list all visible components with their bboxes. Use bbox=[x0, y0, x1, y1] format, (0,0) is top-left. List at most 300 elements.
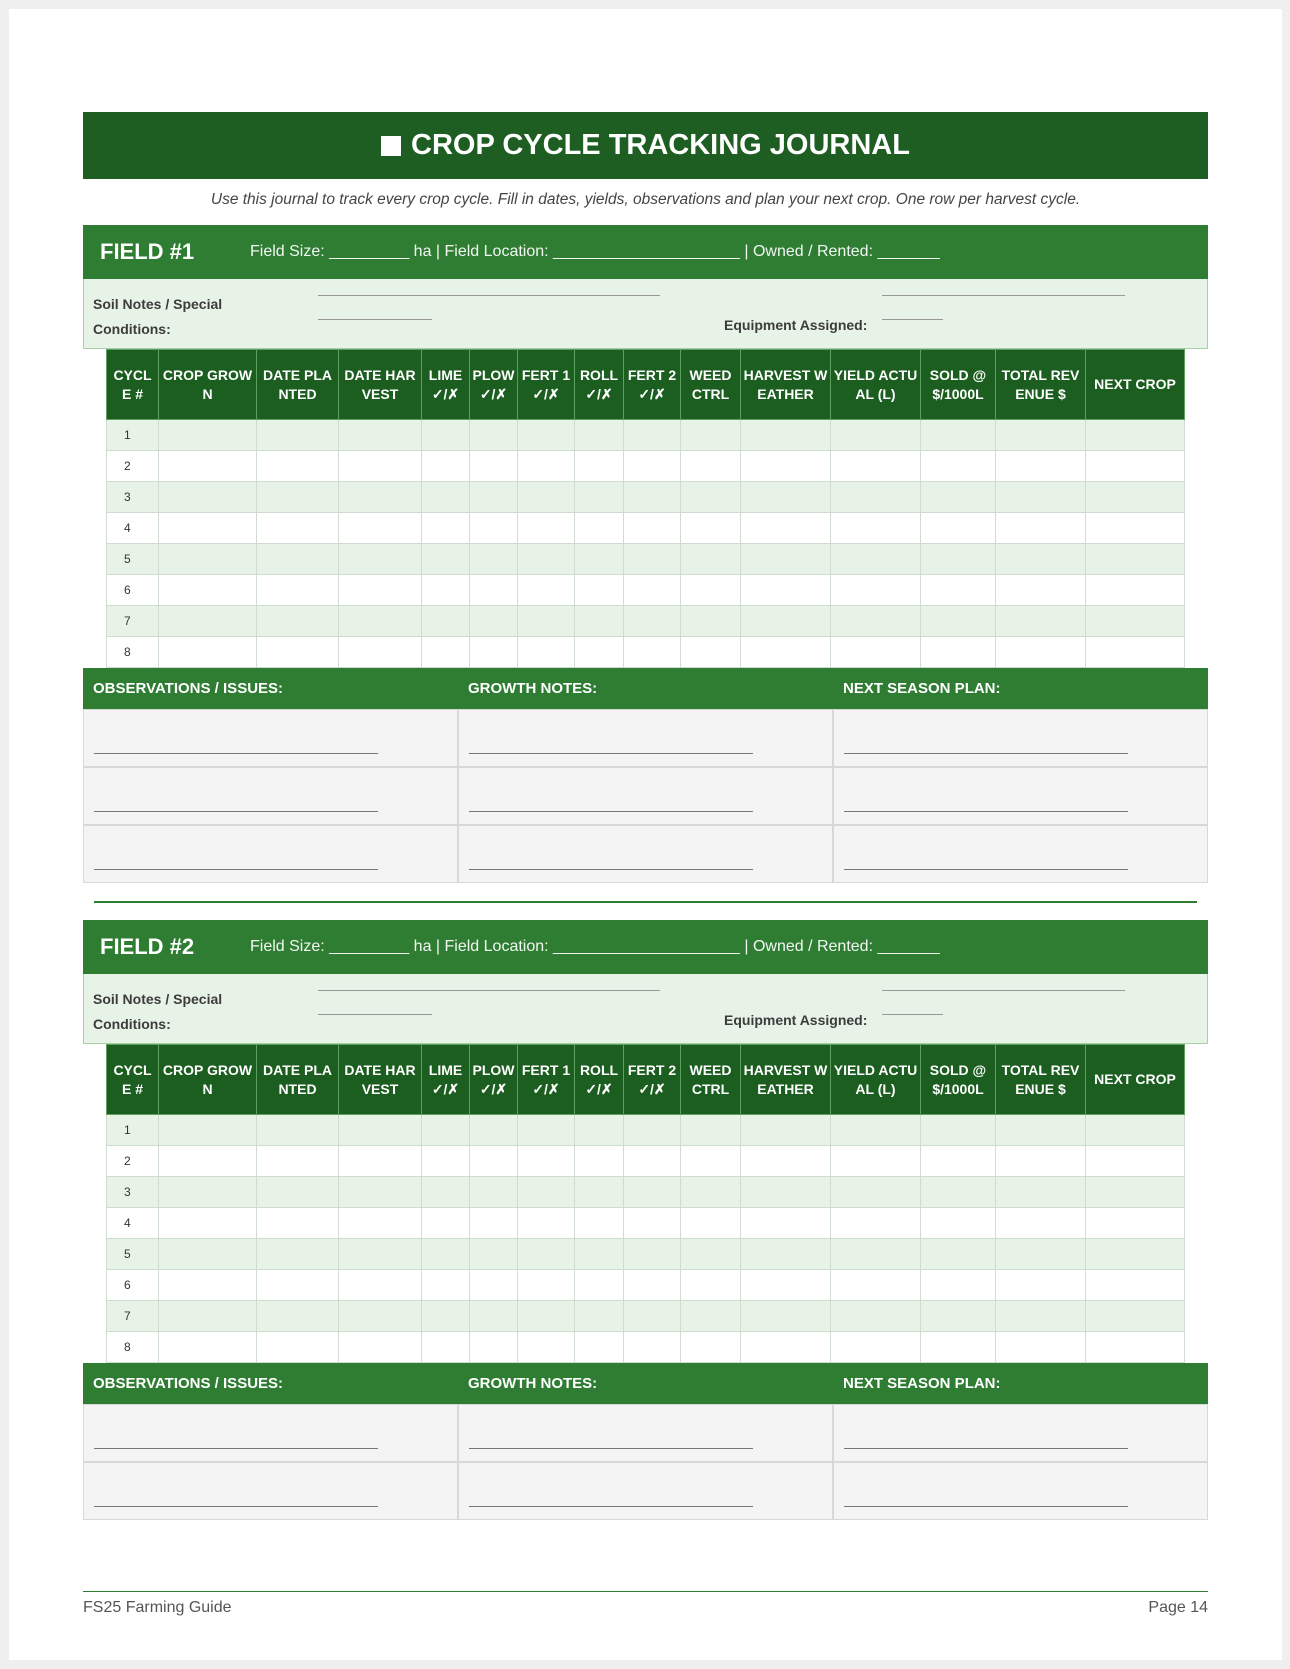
table-cell[interactable] bbox=[996, 420, 1086, 451]
table-cell[interactable] bbox=[518, 1239, 575, 1270]
column-header: HARVEST WEATHER bbox=[741, 1045, 831, 1115]
table-cell[interactable] bbox=[624, 637, 681, 668]
next-season-cell[interactable] bbox=[833, 709, 1208, 767]
soil-notes-label: Soil Notes / Special Conditions: bbox=[93, 296, 223, 337]
table-cell[interactable] bbox=[575, 1115, 624, 1146]
column-header: TOTAL REVENUE $ bbox=[996, 1045, 1086, 1115]
table-cell[interactable] bbox=[624, 482, 681, 513]
subtitle: Use this journal to track every crop cycle. Fill in dates, yields, observations and plan your next crop. One row per harvest cycle. bbox=[210, 191, 1081, 208]
table-cell[interactable] bbox=[681, 1146, 741, 1177]
growth-notes-cell[interactable] bbox=[458, 825, 833, 883]
table-cell[interactable] bbox=[575, 544, 624, 575]
table-cell[interactable] bbox=[422, 1270, 470, 1301]
column-header: YIELD ACTUAL (L) bbox=[831, 1045, 921, 1115]
table-cell[interactable] bbox=[159, 482, 257, 513]
column-header: NEXT CROP bbox=[1086, 1045, 1185, 1115]
table-cell[interactable] bbox=[575, 1332, 624, 1363]
table-cell[interactable] bbox=[159, 1239, 257, 1270]
table-cell[interactable] bbox=[921, 513, 996, 544]
table-cell[interactable] bbox=[470, 575, 518, 606]
table-cell[interactable] bbox=[681, 1332, 741, 1363]
table-cell[interactable] bbox=[339, 544, 422, 575]
table-cell[interactable] bbox=[159, 513, 257, 544]
cycle-number: 8 bbox=[107, 1332, 159, 1363]
table-cell[interactable] bbox=[257, 1177, 339, 1208]
table-cell[interactable] bbox=[1086, 1301, 1185, 1332]
table-cell[interactable] bbox=[518, 451, 575, 482]
table-cell[interactable] bbox=[921, 1270, 996, 1301]
table-cell[interactable] bbox=[470, 1301, 518, 1332]
table-cell[interactable] bbox=[339, 637, 422, 668]
table-cell[interactable] bbox=[422, 420, 470, 451]
table-cell[interactable] bbox=[1086, 637, 1185, 668]
table-cell[interactable] bbox=[996, 1332, 1086, 1363]
crop-cycle-table bbox=[106, 1044, 1185, 1363]
table-cell[interactable] bbox=[741, 513, 831, 544]
observations-cell[interactable] bbox=[83, 709, 458, 767]
observations-cell[interactable] bbox=[83, 825, 458, 883]
soil-notes-line[interactable] bbox=[318, 990, 660, 991]
table-cell[interactable] bbox=[470, 1239, 518, 1270]
table-cell[interactable] bbox=[996, 606, 1086, 637]
table-cell[interactable] bbox=[470, 637, 518, 668]
table-cell[interactable] bbox=[339, 420, 422, 451]
table-cell[interactable] bbox=[741, 1301, 831, 1332]
table-cell[interactable] bbox=[921, 1332, 996, 1363]
table-cell[interactable] bbox=[159, 1332, 257, 1363]
column-header: FERT 1 ✓/✗ bbox=[518, 1045, 575, 1115]
column-header: HARVEST WEATHER bbox=[741, 350, 831, 420]
table-cell[interactable] bbox=[339, 482, 422, 513]
table-cell[interactable] bbox=[575, 1146, 624, 1177]
column-header: DATE HARVEST bbox=[339, 350, 422, 420]
notes-row bbox=[83, 709, 1208, 767]
table-cell[interactable] bbox=[575, 513, 624, 544]
table-cell[interactable] bbox=[831, 1332, 921, 1363]
table-cell[interactable] bbox=[159, 637, 257, 668]
growth-notes-label: GROWTH NOTES: bbox=[468, 1375, 598, 1392]
table-cell[interactable] bbox=[741, 1208, 831, 1239]
field-title: FIELD #2 bbox=[100, 934, 195, 959]
table-cell[interactable] bbox=[422, 1301, 470, 1332]
conditions-line[interactable] bbox=[318, 1014, 432, 1015]
table-cell[interactable] bbox=[422, 575, 470, 606]
table-cell[interactable] bbox=[575, 451, 624, 482]
table-cell[interactable] bbox=[159, 1301, 257, 1332]
table-cell[interactable] bbox=[681, 420, 741, 451]
table-cell[interactable] bbox=[741, 1270, 831, 1301]
table-cell[interactable] bbox=[624, 1270, 681, 1301]
field-info: Field Size: _________ ha | Field Location: _____________________ | Owned / Rented: _______ bbox=[250, 938, 940, 955]
table-cell[interactable] bbox=[518, 1270, 575, 1301]
observations-cell[interactable] bbox=[83, 1462, 458, 1520]
table-cell[interactable] bbox=[681, 1239, 741, 1270]
table-cell[interactable] bbox=[159, 420, 257, 451]
table-cell[interactable] bbox=[741, 575, 831, 606]
table-cell[interactable] bbox=[996, 544, 1086, 575]
table-cell[interactable] bbox=[831, 513, 921, 544]
cycle-number: 4 bbox=[107, 1208, 159, 1239]
table-cell[interactable] bbox=[470, 1115, 518, 1146]
table-cell[interactable] bbox=[831, 420, 921, 451]
table-cell[interactable] bbox=[681, 482, 741, 513]
table-cell[interactable] bbox=[159, 451, 257, 482]
table-cell[interactable] bbox=[921, 451, 996, 482]
table-row bbox=[107, 482, 1185, 513]
table-cell[interactable] bbox=[996, 1177, 1086, 1208]
table-cell[interactable] bbox=[159, 1177, 257, 1208]
table-cell[interactable] bbox=[681, 1301, 741, 1332]
table-cell[interactable] bbox=[681, 637, 741, 668]
growth-notes-cell[interactable] bbox=[458, 709, 833, 767]
equipment-label: Equipment Assigned: bbox=[724, 1012, 868, 1028]
next-season-cell[interactable] bbox=[833, 1404, 1208, 1462]
table-cell[interactable] bbox=[831, 637, 921, 668]
next-season-cell[interactable] bbox=[833, 767, 1208, 825]
table-cell[interactable] bbox=[996, 1208, 1086, 1239]
table-cell[interactable] bbox=[575, 1270, 624, 1301]
table-cell[interactable] bbox=[518, 606, 575, 637]
notes-header bbox=[83, 668, 1208, 709]
table-cell[interactable] bbox=[257, 513, 339, 544]
table-cell[interactable] bbox=[257, 637, 339, 668]
table-cell[interactable] bbox=[159, 1146, 257, 1177]
table-row bbox=[107, 513, 1185, 544]
page-title: CROP CYCLE TRACKING JOURNAL bbox=[411, 129, 910, 161]
table-cell[interactable] bbox=[518, 1301, 575, 1332]
table-cell[interactable] bbox=[831, 544, 921, 575]
table-cell[interactable] bbox=[470, 606, 518, 637]
table-cell[interactable] bbox=[624, 1115, 681, 1146]
table-cell[interactable] bbox=[470, 1208, 518, 1239]
observations-cell[interactable] bbox=[83, 1404, 458, 1462]
table-cell[interactable] bbox=[257, 420, 339, 451]
table-cell[interactable] bbox=[518, 575, 575, 606]
table-cell[interactable] bbox=[996, 637, 1086, 668]
table-cell[interactable] bbox=[624, 420, 681, 451]
table-cell[interactable] bbox=[624, 1332, 681, 1363]
table-cell[interactable] bbox=[681, 544, 741, 575]
cycle-number: 1 bbox=[107, 420, 159, 451]
table-cell[interactable] bbox=[741, 1239, 831, 1270]
column-header: DATE PLANTED bbox=[257, 1045, 339, 1115]
table-cell[interactable] bbox=[831, 1239, 921, 1270]
table-cell[interactable] bbox=[257, 544, 339, 575]
table-cell[interactable] bbox=[921, 1146, 996, 1177]
table-cell[interactable] bbox=[741, 420, 831, 451]
table-cell[interactable] bbox=[681, 513, 741, 544]
table-cell[interactable] bbox=[624, 1177, 681, 1208]
table-cell[interactable] bbox=[518, 420, 575, 451]
table-cell[interactable] bbox=[257, 1115, 339, 1146]
table-cell[interactable] bbox=[921, 482, 996, 513]
table-cell[interactable] bbox=[339, 513, 422, 544]
table-cell[interactable] bbox=[624, 1239, 681, 1270]
table-cell[interactable] bbox=[470, 1146, 518, 1177]
table-cell[interactable] bbox=[339, 1177, 422, 1208]
column-header: WEED CTRL bbox=[681, 350, 741, 420]
table-cell[interactable] bbox=[339, 1270, 422, 1301]
table-cell[interactable] bbox=[921, 1177, 996, 1208]
soil-notes-line[interactable] bbox=[318, 295, 660, 296]
table-cell[interactable] bbox=[921, 420, 996, 451]
table-cell[interactable] bbox=[681, 1115, 741, 1146]
table-cell[interactable] bbox=[422, 1332, 470, 1363]
table-cell[interactable] bbox=[741, 606, 831, 637]
table-cell[interactable] bbox=[921, 544, 996, 575]
table-cell[interactable] bbox=[422, 637, 470, 668]
table-cell[interactable] bbox=[422, 513, 470, 544]
table-cell[interactable] bbox=[422, 1115, 470, 1146]
table-cell[interactable] bbox=[681, 575, 741, 606]
table-cell[interactable] bbox=[831, 1301, 921, 1332]
observations-cell[interactable] bbox=[83, 767, 458, 825]
table-row bbox=[107, 544, 1185, 575]
growth-notes-cell[interactable] bbox=[458, 1462, 833, 1520]
table-cell[interactable] bbox=[422, 1208, 470, 1239]
table-cell[interactable] bbox=[681, 1208, 741, 1239]
table-cell[interactable] bbox=[741, 637, 831, 668]
table-cell[interactable] bbox=[257, 451, 339, 482]
field-block-2 bbox=[83, 920, 1208, 1520]
table-cell[interactable] bbox=[339, 1239, 422, 1270]
table-cell[interactable] bbox=[921, 606, 996, 637]
table-cell[interactable] bbox=[681, 606, 741, 637]
table-cell[interactable] bbox=[339, 1332, 422, 1363]
equipment-label: Equipment Assigned: bbox=[724, 317, 868, 333]
table-cell[interactable] bbox=[470, 1270, 518, 1301]
footer-rule bbox=[83, 1591, 1208, 1592]
table-cell[interactable] bbox=[1086, 1270, 1185, 1301]
cycle-number: 2 bbox=[107, 451, 159, 482]
table-cell[interactable] bbox=[624, 606, 681, 637]
table-cell[interactable] bbox=[159, 606, 257, 637]
table-row bbox=[107, 1115, 1185, 1146]
table-cell[interactable] bbox=[257, 1301, 339, 1332]
table-cell[interactable] bbox=[996, 1270, 1086, 1301]
table-cell[interactable] bbox=[422, 1239, 470, 1270]
cycle-number: 1 bbox=[107, 1115, 159, 1146]
table-cell[interactable] bbox=[1086, 544, 1185, 575]
table-cell[interactable] bbox=[1086, 575, 1185, 606]
crop-cycle-table bbox=[106, 349, 1185, 668]
table-cell[interactable] bbox=[831, 1270, 921, 1301]
table-cell[interactable] bbox=[339, 606, 422, 637]
content bbox=[83, 112, 1208, 1520]
table-cell[interactable] bbox=[518, 513, 575, 544]
table-cell[interactable] bbox=[575, 1208, 624, 1239]
table-cell[interactable] bbox=[518, 1146, 575, 1177]
table-cell[interactable] bbox=[741, 1146, 831, 1177]
soil-notes-label: Soil Notes / Special Conditions: bbox=[93, 991, 223, 1032]
table-cell[interactable] bbox=[741, 1115, 831, 1146]
table-cell[interactable] bbox=[339, 1208, 422, 1239]
next-season-cell[interactable] bbox=[833, 1462, 1208, 1520]
table-cell[interactable] bbox=[1086, 1115, 1185, 1146]
table-cell[interactable] bbox=[470, 544, 518, 575]
table-cell[interactable] bbox=[996, 1239, 1086, 1270]
table-cell[interactable] bbox=[257, 1270, 339, 1301]
table-cell[interactable] bbox=[996, 1146, 1086, 1177]
table-cell[interactable] bbox=[1086, 1239, 1185, 1270]
equipment-line-2[interactable] bbox=[882, 1014, 943, 1015]
table-cell[interactable] bbox=[921, 1301, 996, 1332]
table-cell[interactable] bbox=[831, 451, 921, 482]
growth-notes-cell[interactable] bbox=[458, 1404, 833, 1462]
table-cell[interactable] bbox=[624, 451, 681, 482]
table-cell[interactable] bbox=[518, 637, 575, 668]
table-cell[interactable] bbox=[518, 1177, 575, 1208]
table-cell[interactable] bbox=[339, 1301, 422, 1332]
table-cell[interactable] bbox=[159, 575, 257, 606]
table-cell[interactable] bbox=[681, 1270, 741, 1301]
table-cell[interactable] bbox=[470, 1177, 518, 1208]
column-header: CROP GROWN bbox=[159, 1045, 257, 1115]
table-cell[interactable] bbox=[624, 1208, 681, 1239]
table-cell[interactable] bbox=[422, 606, 470, 637]
soil-notes-area bbox=[83, 974, 1208, 1044]
column-header: CYCLE # bbox=[107, 350, 159, 420]
table-cell[interactable] bbox=[624, 575, 681, 606]
table-cell[interactable] bbox=[1086, 482, 1185, 513]
table-cell[interactable] bbox=[681, 1177, 741, 1208]
equipment-line-1[interactable] bbox=[882, 990, 1125, 991]
table-cell[interactable] bbox=[470, 513, 518, 544]
table-cell[interactable] bbox=[1086, 1177, 1185, 1208]
table-row bbox=[107, 1301, 1185, 1332]
table-cell[interactable] bbox=[518, 1208, 575, 1239]
table-cell[interactable] bbox=[422, 1177, 470, 1208]
cycle-number: 5 bbox=[107, 1239, 159, 1270]
table-cell[interactable] bbox=[159, 1115, 257, 1146]
column-header: NEXT CROP bbox=[1086, 350, 1185, 420]
column-header: DATE PLANTED bbox=[257, 350, 339, 420]
conditions-line[interactable] bbox=[318, 319, 432, 320]
table-cell[interactable] bbox=[624, 1146, 681, 1177]
growth-notes-cell[interactable] bbox=[458, 767, 833, 825]
equipment-line-2[interactable] bbox=[882, 319, 943, 320]
table-cell[interactable] bbox=[1086, 1146, 1185, 1177]
table-cell[interactable] bbox=[575, 637, 624, 668]
table-cell[interactable] bbox=[159, 1208, 257, 1239]
table-cell[interactable] bbox=[831, 1115, 921, 1146]
table-cell[interactable] bbox=[518, 1115, 575, 1146]
column-header: LIME ✓/✗ bbox=[422, 1045, 470, 1115]
next-season-cell[interactable] bbox=[833, 825, 1208, 883]
page-number: Page 14 bbox=[1148, 1599, 1208, 1616]
table-cell[interactable] bbox=[831, 1146, 921, 1177]
table-cell[interactable] bbox=[831, 1208, 921, 1239]
notes-row bbox=[83, 767, 1208, 825]
table-cell[interactable] bbox=[470, 420, 518, 451]
table-cell[interactable] bbox=[741, 451, 831, 482]
table-cell[interactable] bbox=[257, 482, 339, 513]
table-cell[interactable] bbox=[921, 1115, 996, 1146]
table-cell[interactable] bbox=[422, 451, 470, 482]
table-cell[interactable] bbox=[996, 482, 1086, 513]
table-cell[interactable] bbox=[257, 1208, 339, 1239]
column-header: YIELD ACTUAL (L) bbox=[831, 350, 921, 420]
notes-row bbox=[83, 1404, 1208, 1462]
table-cell[interactable] bbox=[921, 637, 996, 668]
table-cell[interactable] bbox=[518, 1332, 575, 1363]
table-row bbox=[107, 1208, 1185, 1239]
table-cell[interactable] bbox=[681, 451, 741, 482]
table-cell[interactable] bbox=[1086, 1208, 1185, 1239]
table-cell[interactable] bbox=[257, 575, 339, 606]
table-cell[interactable] bbox=[518, 482, 575, 513]
column-header: DATE HARVEST bbox=[339, 1045, 422, 1115]
table-cell[interactable] bbox=[257, 1146, 339, 1177]
table-cell[interactable] bbox=[470, 451, 518, 482]
table-cell[interactable] bbox=[575, 1301, 624, 1332]
table-cell[interactable] bbox=[996, 451, 1086, 482]
table-cell[interactable] bbox=[624, 1301, 681, 1332]
table-cell[interactable] bbox=[257, 606, 339, 637]
table-cell[interactable] bbox=[831, 575, 921, 606]
table-cell[interactable] bbox=[257, 1239, 339, 1270]
table-cell[interactable] bbox=[741, 482, 831, 513]
table-cell[interactable] bbox=[831, 1177, 921, 1208]
table-cell[interactable] bbox=[1086, 1332, 1185, 1363]
table-cell[interactable] bbox=[1086, 420, 1185, 451]
table-header-row bbox=[107, 350, 1185, 420]
table-cell[interactable] bbox=[422, 482, 470, 513]
table-cell[interactable] bbox=[996, 1115, 1086, 1146]
table-cell[interactable] bbox=[921, 1208, 996, 1239]
table-cell[interactable] bbox=[159, 544, 257, 575]
table-cell[interactable] bbox=[996, 575, 1086, 606]
table-cell[interactable] bbox=[339, 451, 422, 482]
table-cell[interactable] bbox=[575, 482, 624, 513]
table-cell[interactable] bbox=[831, 606, 921, 637]
table-cell[interactable] bbox=[159, 1270, 257, 1301]
table-cell[interactable] bbox=[422, 544, 470, 575]
table-cell[interactable] bbox=[1086, 606, 1185, 637]
table-cell[interactable] bbox=[575, 606, 624, 637]
equipment-line-1[interactable] bbox=[882, 295, 1125, 296]
table-cell[interactable] bbox=[1086, 513, 1185, 544]
table-cell[interactable] bbox=[257, 1332, 339, 1363]
table-cell[interactable] bbox=[996, 513, 1086, 544]
table-cell[interactable] bbox=[470, 1332, 518, 1363]
table-cell[interactable] bbox=[1086, 451, 1185, 482]
table-cell[interactable] bbox=[921, 1239, 996, 1270]
table-row bbox=[107, 575, 1185, 606]
table-cell[interactable] bbox=[575, 420, 624, 451]
notes-header bbox=[83, 1363, 1208, 1404]
table-cell[interactable] bbox=[339, 1146, 422, 1177]
table-cell[interactable] bbox=[624, 513, 681, 544]
table-cell[interactable] bbox=[624, 544, 681, 575]
square-icon bbox=[381, 136, 401, 156]
table-cell[interactable] bbox=[996, 1301, 1086, 1332]
table-cell[interactable] bbox=[470, 482, 518, 513]
table-cell[interactable] bbox=[831, 482, 921, 513]
table-cell[interactable] bbox=[518, 544, 575, 575]
table-cell[interactable] bbox=[339, 1115, 422, 1146]
table-cell[interactable] bbox=[339, 575, 422, 606]
table-cell[interactable] bbox=[741, 544, 831, 575]
table-row bbox=[107, 1146, 1185, 1177]
table-cell[interactable] bbox=[575, 575, 624, 606]
table-cell[interactable] bbox=[575, 1239, 624, 1270]
table-cell[interactable] bbox=[741, 1177, 831, 1208]
table-cell[interactable] bbox=[921, 575, 996, 606]
table-cell[interactable] bbox=[741, 1332, 831, 1363]
table-cell[interactable] bbox=[575, 1177, 624, 1208]
table-cell[interactable] bbox=[422, 1146, 470, 1177]
